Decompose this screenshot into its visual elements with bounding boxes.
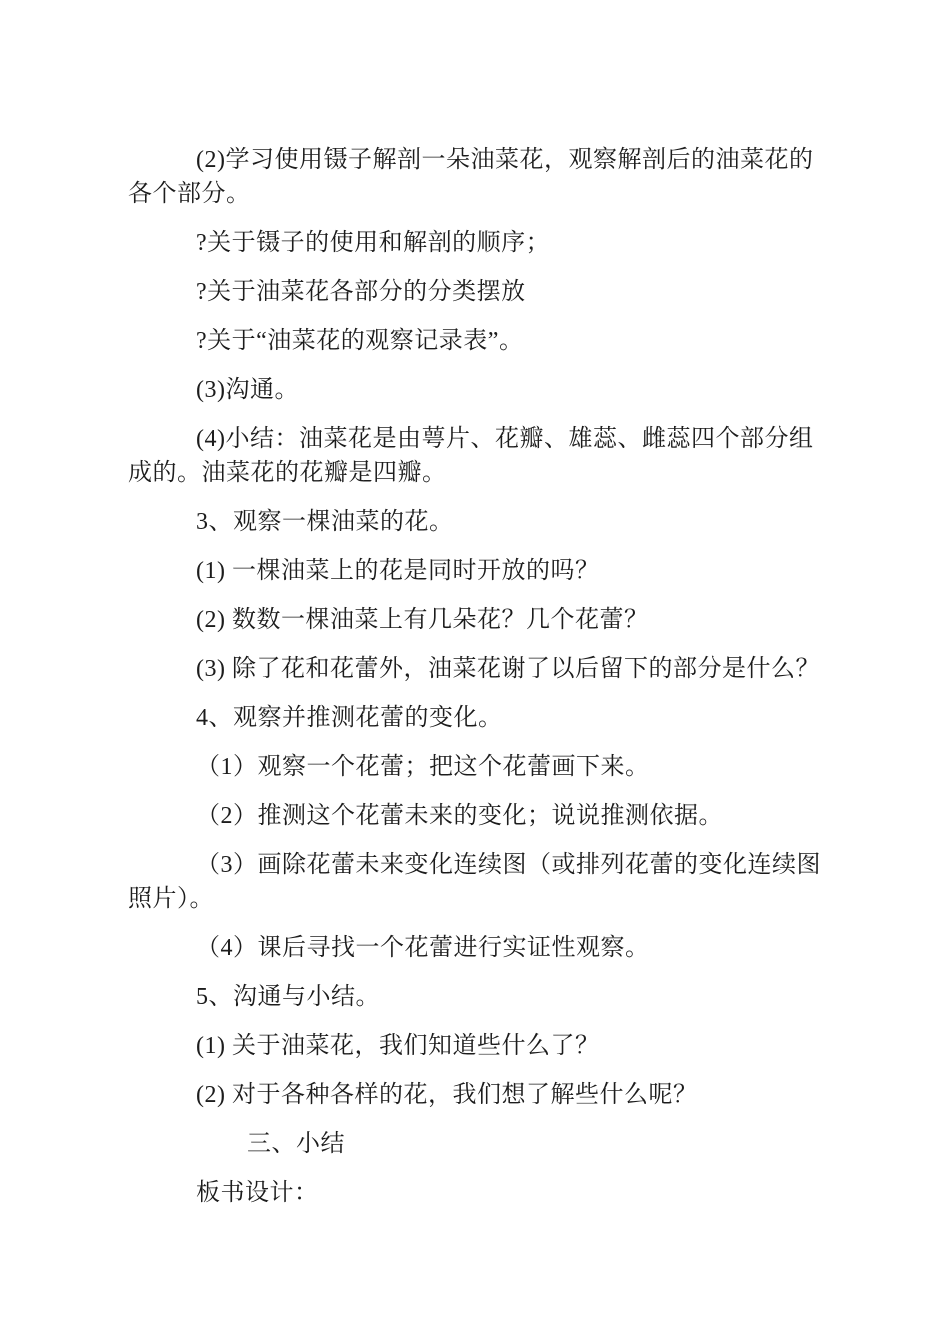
paragraph: （3）画除花蕾未来变化连续图（或排列花蕾的变化连续图照片）。 [128,852,821,912]
paragraph: (1) 一棵油菜上的花是同时开放的吗？ [196,558,600,584]
paragraph: 5、沟通与小结。 [196,984,380,1010]
paragraph: ?关于油菜花各部分的分类摆放 [196,279,526,305]
paragraph: ?关于“油菜花的观察记录表”。 [196,328,524,354]
paragraph: (2) 对于各种各样的花，我们想了解些什么呢？ [196,1082,698,1108]
paragraph: 三、小结 [247,1131,345,1157]
paragraph: （2）推测这个花蕾未来的变化；说说推测依据。 [196,803,723,829]
paragraph: (1) 关于油菜花，我们知道些什么了？ [196,1033,600,1059]
paragraph: 4、观察并推测花蕾的变化。 [196,705,503,731]
paragraph: (3)沟通。 [196,377,299,403]
paragraph: 板书设计： [196,1180,319,1206]
paragraph: ?关于镊子的使用和解剖的顺序； [196,230,551,256]
paragraph: (4)小结：油菜花是由萼片、花瓣、雄蕊、雌蕊四个部分组成的。油菜花的花瓣是四瓣。 [128,426,814,486]
paragraph: (3) 除了花和花蕾外，油菜花谢了以后留下的部分是什么？ [196,656,820,682]
paragraph: 3、观察一棵油菜的花。 [196,509,454,535]
paragraph: （4）课后寻找一个花蕾进行实证性观察。 [196,935,650,961]
paragraph: (2) 数数一棵油菜上有几朵花？几个花蕾？ [196,607,649,633]
paragraph: （1）观察一个花蕾；把这个花蕾画下来。 [196,754,650,780]
paragraph: (2)学习使用镊子解剖一朵油菜花，观察解剖后的油菜花的各个部分。 [128,147,814,207]
